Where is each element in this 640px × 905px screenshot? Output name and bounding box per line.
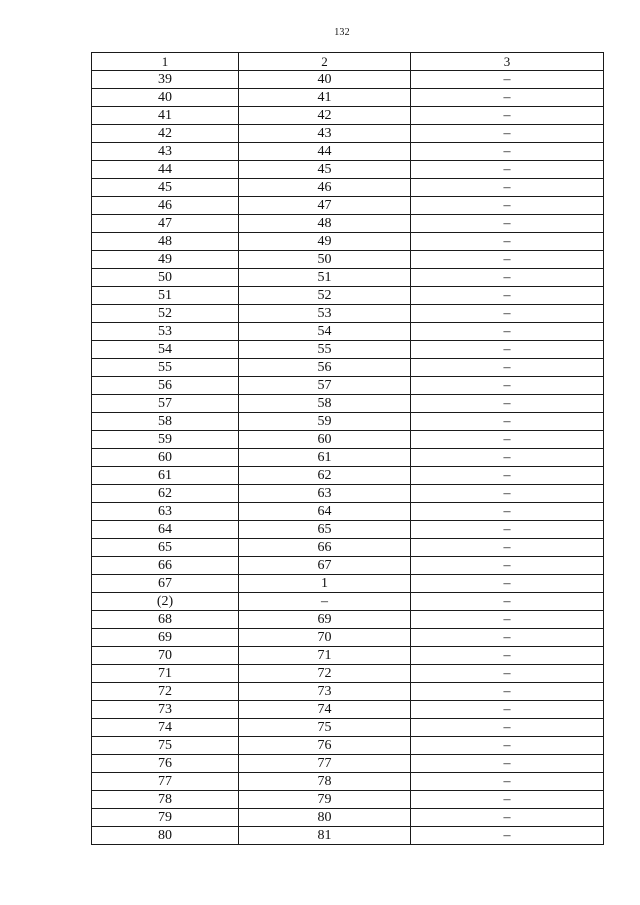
- column-2-cell: 62: [239, 467, 411, 485]
- column-1-cell: 69: [92, 629, 239, 647]
- column-2-cell: 50: [239, 251, 411, 269]
- column-2-cell: 58: [239, 395, 411, 413]
- column-3-cell: –: [411, 647, 604, 665]
- column-2-cell: 77: [239, 755, 411, 773]
- table-row: [92, 431, 604, 449]
- column-1-cell: 76: [92, 755, 239, 773]
- column-3-cell: –: [411, 107, 604, 125]
- column-2-cell: 64: [239, 503, 411, 521]
- column-3-cell: –: [411, 305, 604, 323]
- table-row: [92, 269, 604, 287]
- column-2-cell: 43: [239, 125, 411, 143]
- column-3-cell: –: [411, 161, 604, 179]
- concordance-table: [91, 52, 604, 845]
- column-1-cell: 39: [92, 71, 239, 89]
- column-3-cell: –: [411, 665, 604, 683]
- column-2-cell: 48: [239, 215, 411, 233]
- column-3-cell: –: [411, 359, 604, 377]
- table-row: [92, 359, 604, 377]
- column-2-cell: 59: [239, 413, 411, 431]
- column-2-cell: 51: [239, 269, 411, 287]
- column-3-cell: –: [411, 809, 604, 827]
- table-row: [92, 467, 604, 485]
- column-1-cell: 79: [92, 809, 239, 827]
- column-1-cell: 71: [92, 665, 239, 683]
- column-3-cell: –: [411, 125, 604, 143]
- column-3-cell: –: [411, 89, 604, 107]
- column-3-cell: –: [411, 323, 604, 341]
- column-1-cell: 53: [92, 323, 239, 341]
- column-2-cell: 42: [239, 107, 411, 125]
- column-1-cell: 70: [92, 647, 239, 665]
- column-2-cell: 49: [239, 233, 411, 251]
- column-3-cell: –: [411, 251, 604, 269]
- column-3-cell: –: [411, 629, 604, 647]
- column-3-cell: –: [411, 575, 604, 593]
- table-row: [92, 629, 604, 647]
- column-3-cell: –: [411, 701, 604, 719]
- table-row: [92, 809, 604, 827]
- table-row: [92, 251, 604, 269]
- column-3-cell: –: [411, 593, 604, 611]
- table-row: [92, 665, 604, 683]
- column-header-3: 3: [411, 53, 604, 71]
- table-row: [92, 503, 604, 521]
- column-1-cell: 47: [92, 215, 239, 233]
- column-2-cell: 74: [239, 701, 411, 719]
- column-2-cell: 54: [239, 323, 411, 341]
- column-1-cell: 55: [92, 359, 239, 377]
- column-2-cell: –: [239, 593, 411, 611]
- column-3-cell: –: [411, 395, 604, 413]
- column-3-cell: –: [411, 449, 604, 467]
- table-row: [92, 575, 604, 593]
- column-2-cell: 73: [239, 683, 411, 701]
- column-2-cell: 71: [239, 647, 411, 665]
- table-row: [92, 197, 604, 215]
- column-1-cell: 62: [92, 485, 239, 503]
- column-1-cell: 59: [92, 431, 239, 449]
- column-1-cell: 49: [92, 251, 239, 269]
- column-1-cell: 63: [92, 503, 239, 521]
- column-1-cell: 50: [92, 269, 239, 287]
- column-2-cell: 69: [239, 611, 411, 629]
- column-1-cell: 54: [92, 341, 239, 359]
- table-row: [92, 305, 604, 323]
- column-1-cell: 52: [92, 305, 239, 323]
- table-row: [92, 557, 604, 575]
- column-3-cell: –: [411, 71, 604, 89]
- table-row: [92, 71, 604, 89]
- column-3-cell: –: [411, 287, 604, 305]
- table-row: [92, 719, 604, 737]
- table-row: [92, 683, 604, 701]
- column-1-cell: 48: [92, 233, 239, 251]
- column-header-1: 1: [92, 53, 239, 71]
- column-2-cell: 45: [239, 161, 411, 179]
- column-1-cell: 64: [92, 521, 239, 539]
- table-row: [92, 737, 604, 755]
- column-1-cell: 56: [92, 377, 239, 395]
- column-3-cell: –: [411, 197, 604, 215]
- column-2-cell: 75: [239, 719, 411, 737]
- column-1-cell: 46: [92, 197, 239, 215]
- table-row: [92, 179, 604, 197]
- column-1-cell: 68: [92, 611, 239, 629]
- column-1-cell: 60: [92, 449, 239, 467]
- table-row: [92, 89, 604, 107]
- column-1-cell: 80: [92, 827, 239, 845]
- column-2-cell: 67: [239, 557, 411, 575]
- column-3-cell: –: [411, 143, 604, 161]
- column-2-cell: 52: [239, 287, 411, 305]
- column-1-cell: 43: [92, 143, 239, 161]
- column-3-cell: –: [411, 233, 604, 251]
- table-row: [92, 449, 604, 467]
- table-row: [92, 701, 604, 719]
- column-3-cell: –: [411, 413, 604, 431]
- column-1-cell: (2): [92, 593, 239, 611]
- column-header-2: 2: [239, 53, 411, 71]
- column-1-cell: 57: [92, 395, 239, 413]
- column-1-cell: 72: [92, 683, 239, 701]
- column-1-cell: 42: [92, 125, 239, 143]
- column-1-cell: 61: [92, 467, 239, 485]
- column-3-cell: –: [411, 827, 604, 845]
- table-header-row: [92, 53, 604, 71]
- column-3-cell: –: [411, 791, 604, 809]
- column-1-cell: 75: [92, 737, 239, 755]
- column-3-cell: –: [411, 755, 604, 773]
- column-2-cell: 80: [239, 809, 411, 827]
- column-2-cell: 41: [239, 89, 411, 107]
- table-row: [92, 161, 604, 179]
- column-3-cell: –: [411, 773, 604, 791]
- column-3-cell: –: [411, 539, 604, 557]
- table-row: [92, 773, 604, 791]
- table-row: [92, 287, 604, 305]
- column-2-cell: 79: [239, 791, 411, 809]
- column-3-cell: –: [411, 377, 604, 395]
- table-row: [92, 791, 604, 809]
- column-1-cell: 41: [92, 107, 239, 125]
- column-2-cell: 53: [239, 305, 411, 323]
- column-1-cell: 66: [92, 557, 239, 575]
- column-1-cell: 78: [92, 791, 239, 809]
- column-2-cell: 70: [239, 629, 411, 647]
- column-1-cell: 51: [92, 287, 239, 305]
- table-row: [92, 143, 604, 161]
- table-row: [92, 521, 604, 539]
- column-2-cell: 65: [239, 521, 411, 539]
- column-3-cell: –: [411, 179, 604, 197]
- column-1-cell: 58: [92, 413, 239, 431]
- column-2-cell: 47: [239, 197, 411, 215]
- column-3-cell: –: [411, 737, 604, 755]
- column-2-cell: 44: [239, 143, 411, 161]
- column-1-cell: 44: [92, 161, 239, 179]
- table-row: [92, 341, 604, 359]
- table-row: [92, 395, 604, 413]
- column-3-cell: –: [411, 683, 604, 701]
- column-2-cell: 78: [239, 773, 411, 791]
- table-row: [92, 611, 604, 629]
- column-1-cell: 77: [92, 773, 239, 791]
- column-1-cell: 73: [92, 701, 239, 719]
- column-3-cell: –: [411, 485, 604, 503]
- column-2-cell: 81: [239, 827, 411, 845]
- table-row: [92, 539, 604, 557]
- table-row: [92, 377, 604, 395]
- column-2-cell: 63: [239, 485, 411, 503]
- column-1-cell: 40: [92, 89, 239, 107]
- table-row: [92, 215, 604, 233]
- column-3-cell: –: [411, 557, 604, 575]
- column-1-cell: 65: [92, 539, 239, 557]
- column-1-cell: 67: [92, 575, 239, 593]
- table-row: [92, 233, 604, 251]
- column-3-cell: –: [411, 215, 604, 233]
- column-3-cell: –: [411, 467, 604, 485]
- column-2-cell: 1: [239, 575, 411, 593]
- column-3-cell: –: [411, 269, 604, 287]
- column-2-cell: 56: [239, 359, 411, 377]
- table-row: [92, 755, 604, 773]
- column-2-cell: 55: [239, 341, 411, 359]
- column-2-cell: 76: [239, 737, 411, 755]
- column-3-cell: –: [411, 503, 604, 521]
- table-row: [92, 107, 604, 125]
- table-row: [92, 827, 604, 845]
- column-3-cell: –: [411, 719, 604, 737]
- column-2-cell: 57: [239, 377, 411, 395]
- column-1-cell: 74: [92, 719, 239, 737]
- column-3-cell: –: [411, 521, 604, 539]
- column-3-cell: –: [411, 611, 604, 629]
- column-2-cell: 72: [239, 665, 411, 683]
- table-body: [92, 53, 604, 845]
- column-2-cell: 60: [239, 431, 411, 449]
- table-row: [92, 323, 604, 341]
- column-2-cell: 61: [239, 449, 411, 467]
- column-2-cell: 46: [239, 179, 411, 197]
- table-row: [92, 413, 604, 431]
- table-row: [92, 593, 604, 611]
- table-row: [92, 647, 604, 665]
- column-1-cell: 45: [92, 179, 239, 197]
- column-3-cell: –: [411, 341, 604, 359]
- column-2-cell: 40: [239, 71, 411, 89]
- column-2-cell: 66: [239, 539, 411, 557]
- column-3-cell: –: [411, 431, 604, 449]
- page-number: 132: [334, 27, 350, 38]
- table-row: [92, 485, 604, 503]
- table-row: [92, 125, 604, 143]
